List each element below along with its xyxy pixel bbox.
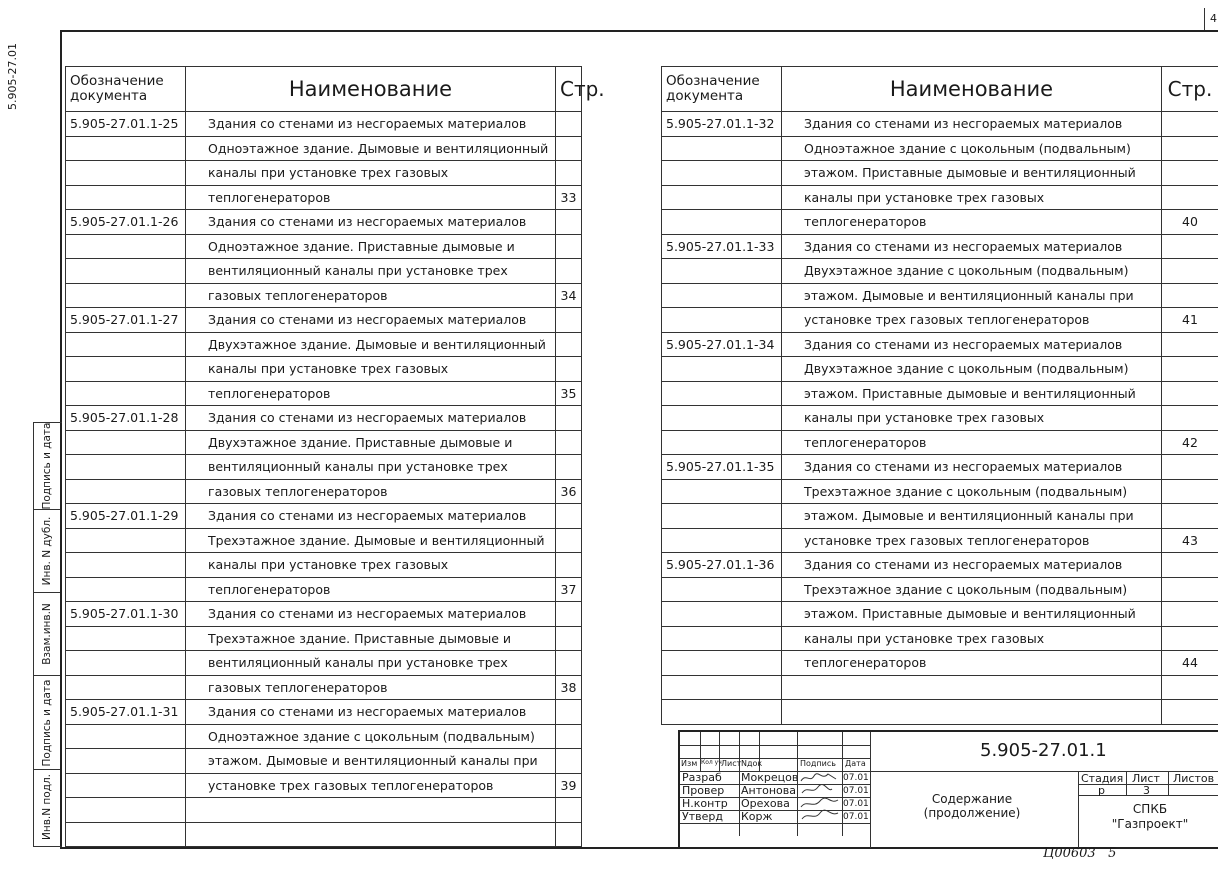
row-code [66,553,186,578]
row-code [66,161,186,186]
table-row [662,406,1218,431]
row-code [662,430,782,455]
row-page [556,749,582,774]
table-row [662,455,1218,480]
tb-org: СПКБ "Газпроект" [1111,802,1189,831]
tb-role: Утверд [682,810,723,823]
row-name: теплогенераторов [186,381,556,406]
tb-role: Провер [682,784,725,797]
sheet-number [1204,8,1217,30]
table-row [66,381,582,406]
row-page [556,161,582,186]
left-contents-table [65,66,605,847]
tb-col-koluch: Кол уч [701,759,722,766]
table-row [662,675,1218,700]
table-row [66,332,582,357]
row-name: установке трех газовых теплогенераторов [782,528,1162,553]
side-cell-sign-date [34,676,60,770]
row-name: газовых теплогенераторов [186,675,556,700]
row-page: 41 [1162,308,1218,333]
row-page [1162,259,1218,284]
table-row [66,234,582,259]
table-row [662,504,1218,529]
row-code [662,479,782,504]
table-row [66,185,582,210]
row-page [1162,455,1218,480]
row-name: Одноэтажное здание с цокольным (подвальным) [186,724,556,749]
row-name: Здания со стенами из несгораемых материалов [186,602,556,627]
row-code [662,357,782,382]
sheet-number-text: 4 [1210,12,1217,25]
side-stamp-strip [33,422,62,847]
row-code [662,259,782,284]
tb-sheet-title: Содержание (продолжение) [923,792,1021,820]
side-label: Подпись и дата [41,679,53,766]
row-page [556,724,582,749]
row-page [556,602,582,627]
row-name: этажом. Приставные дымовые и вентиляционный [782,161,1162,186]
row-code [662,700,782,725]
tb-date: 07.01 [843,799,869,809]
table-row [662,136,1218,161]
left-table-header [66,67,582,112]
row-code [66,357,186,382]
row-name: вентиляционный каналы при установке трех [186,651,556,676]
table-row [66,602,582,627]
table-row [662,332,1218,357]
row-page [1162,381,1218,406]
row-page [1162,626,1218,651]
header-name: Наименование [186,67,556,112]
row-name: Трехэтажное здание с цокольным (подвальным) [782,577,1162,602]
row-code [66,259,186,284]
row-name: этажом. Приставные дымовые и вентиляционный [782,381,1162,406]
row-code [662,136,782,161]
table-row [66,210,582,235]
row-code [66,528,186,553]
table-row [662,553,1218,578]
row-page [556,528,582,553]
row-name: каналы при установке трех газовых [186,357,556,382]
tb-col-list: Лист [721,759,742,768]
row-code [662,626,782,651]
table-row [662,185,1218,210]
table-row [66,626,582,651]
tb-stage-label: Стадия [1081,772,1124,785]
row-name: вентиляционный каналы при установке трех [186,259,556,284]
row-page [1162,357,1218,382]
table-row [662,112,1218,137]
row-name: установке трех газовых теплогенераторов [186,773,556,798]
right-contents-table [661,66,1218,725]
row-code [66,773,186,798]
row-page: 43 [1162,528,1218,553]
row-page [556,626,582,651]
table-row [662,602,1218,627]
table-row [66,259,582,284]
row-name: Одноэтажное здание с цокольным (подвальным) [782,136,1162,161]
row-code: 5.905-27.01.1-32 [662,112,782,137]
side-cell-inv-dubl-sign [34,423,60,510]
row-code [662,381,782,406]
footer-note: Ц00603 5 [1043,846,1117,861]
row-page [1162,234,1218,259]
table-row [662,357,1218,382]
row-name: Двухэтажное здание. Приставные дымовые и [186,430,556,455]
tb-sheet-label: Лист [1132,772,1160,785]
row-name: Здания со стенами из несгораемых материалов [782,553,1162,578]
table-row [662,577,1218,602]
row-page: 38 [556,675,582,700]
table-row [66,455,582,480]
row-code [66,577,186,602]
row-page: 35 [556,381,582,406]
table-row [662,430,1218,455]
row-name: Здания со стенами из несгораемых материалов [782,112,1162,137]
row-name: каналы при установке трех газовых [782,185,1162,210]
row-page: 34 [556,283,582,308]
table-row [66,308,582,333]
side-code: 5.905-27.01 [6,43,19,110]
row-code: 5.905-27.01.1-29 [66,504,186,529]
row-code [662,528,782,553]
row-code [66,234,186,259]
row-page [556,259,582,284]
table-row [662,234,1218,259]
row-page [556,651,582,676]
row-code [66,185,186,210]
row-name: каналы при установке трех газовых [782,626,1162,651]
tb-person: Орехова [741,797,790,810]
tb-col-podpis: Подпись [800,759,836,768]
row-name: этажом. Дымовые и вентиляционный каналы при [186,749,556,774]
table-row [662,381,1218,406]
row-page [556,357,582,382]
side-cell-vzam [34,593,60,676]
table-row [66,161,582,186]
row-code: 5.905-27.01.1-31 [66,700,186,725]
header-page: Стр. [1162,67,1218,112]
row-page [1162,161,1218,186]
table-row [66,724,582,749]
row-name: Здания со стенами из несгораемых материалов [186,112,556,137]
row-code: 5.905-27.01.1-26 [66,210,186,235]
tb-person: Корж [741,810,773,823]
row-name: теплогенераторов [782,651,1162,676]
tb-doc-code: 5.905-27.01.1 [980,740,1107,761]
row-name: каналы при установке трех газовых [186,161,556,186]
tb-role: Н.контр [682,797,728,810]
signatures-image [798,771,842,823]
side-label: Подпись и дата [41,422,53,510]
table-row [66,112,582,137]
row-name: каналы при установке трех газовых [186,553,556,578]
row-page [556,798,582,823]
row-name [782,700,1162,725]
row-page [556,553,582,578]
table-row [662,161,1218,186]
row-name: Здания со стенами из несгораемых материалов [186,308,556,333]
row-code [66,136,186,161]
row-name [186,798,556,823]
row-page [556,136,582,161]
table-row [66,136,582,161]
row-code: 5.905-27.01.1-35 [662,455,782,480]
row-page: 36 [556,479,582,504]
table-row [66,577,582,602]
row-name: этажом. Дымовые и вентиляционный каналы при [782,504,1162,529]
row-name: теплогенераторов [186,185,556,210]
row-name: Здания со стенами из несгораемых материалов [186,700,556,725]
header-code: Обозначение документа [66,67,186,112]
side-label: Взам.инв.N [41,603,53,665]
row-code [662,406,782,431]
tb-sheets-label: Листов [1173,772,1215,785]
row-code [66,798,186,823]
header-name: Наименование [782,67,1162,112]
table-row [66,479,582,504]
row-page [556,455,582,480]
table-row [662,479,1218,504]
row-name: Трехэтажное здание. Приставные дымовые и [186,626,556,651]
table-row [66,528,582,553]
row-page [556,700,582,725]
row-page [556,112,582,137]
tb-date: 07.01 [843,786,869,796]
row-name: вентиляционный каналы при установке трех [186,455,556,480]
row-name [186,822,556,847]
row-page [1162,602,1218,627]
row-code [66,455,186,480]
row-page [1162,112,1218,137]
table-row [662,700,1218,725]
row-page [1162,406,1218,431]
header-code: Обозначение документа [662,67,782,112]
tb-person: Мокрецов [741,771,799,784]
tb-col-data: Дата [845,759,866,768]
tb-col-ndok: Nдок [741,759,763,768]
row-code: 5.905-27.01.1-28 [66,406,186,431]
row-page: 42 [1162,430,1218,455]
side-label: Инв. N дубл. [41,516,53,586]
row-page [556,504,582,529]
row-page [556,234,582,259]
row-code [662,161,782,186]
row-name: Здания со стенами из несгораемых материалов [782,455,1162,480]
row-code [66,381,186,406]
tb-sheet: 3 [1143,784,1150,797]
row-page [1162,332,1218,357]
row-page [1162,553,1218,578]
row-code [66,651,186,676]
row-page: 33 [556,185,582,210]
row-name: этажом. Дымовые и вентиляционный каналы при [782,283,1162,308]
row-name: каналы при установке трех газовых [782,406,1162,431]
row-code [66,749,186,774]
side-cell-inv-dubl [34,510,60,593]
table-row [66,283,582,308]
row-name: Здания со стенами из несгораемых материалов [186,406,556,431]
table-row [66,749,582,774]
row-page [1162,185,1218,210]
row-name: Двухэтажное здание с цокольным (подвальным) [782,357,1162,382]
row-page [556,430,582,455]
row-name: Здания со стенами из несгораемых материалов [782,234,1162,259]
row-name: теплогенераторов [782,430,1162,455]
row-page [556,822,582,847]
table-row [66,357,582,382]
row-code: 5.905-27.01.1-34 [662,332,782,357]
row-name: газовых теплогенераторов [186,479,556,504]
row-page [1162,577,1218,602]
row-name: газовых теплогенераторов [186,283,556,308]
table-row [66,675,582,700]
row-name: Здания со стенами из несгораемых материалов [186,504,556,529]
row-code [662,185,782,210]
right-table-header [662,67,1218,112]
table-row [662,259,1218,284]
table-row [66,822,582,847]
tb-role: Разраб [682,771,722,784]
row-code [662,602,782,627]
row-page: 37 [556,577,582,602]
row-page [556,210,582,235]
row-code: 5.905-27.01.1-36 [662,553,782,578]
tb-date: 07.01 [843,773,869,783]
row-page [1162,283,1218,308]
row-code [66,822,186,847]
row-code [66,675,186,700]
row-code: 5.905-27.01.1-25 [66,112,186,137]
table-row [66,700,582,725]
row-code [66,332,186,357]
row-name: установке трех газовых теплогенераторов [782,308,1162,333]
row-code [662,210,782,235]
row-code [662,308,782,333]
row-name: теплогенераторов [186,577,556,602]
row-page [1162,504,1218,529]
row-page: 39 [556,773,582,798]
tb-date: 07.01 [843,812,869,822]
row-code [662,577,782,602]
row-name: Здания со стенами из несгораемых материалов [186,210,556,235]
table-row [66,798,582,823]
row-code [662,651,782,676]
table-row [662,308,1218,333]
row-code: 5.905-27.01.1-30 [66,602,186,627]
table-row [66,406,582,431]
row-name: этажом. Приставные дымовые и вентиляционный [782,602,1162,627]
table-row [662,210,1218,235]
row-name: Одноэтажное здание. Приставные дымовые и [186,234,556,259]
tb-col-izm: Изм [681,759,698,768]
table-row [66,430,582,455]
row-code [662,283,782,308]
table-row [662,651,1218,676]
table-row [662,626,1218,651]
table-row [66,553,582,578]
table-row [66,773,582,798]
row-page: 40 [1162,210,1218,235]
tb-stage: р [1098,784,1105,797]
row-name [782,675,1162,700]
tb-person: Антонова [741,784,796,797]
row-code [66,283,186,308]
row-name: теплогенераторов [782,210,1162,235]
row-name: Трехэтажное здание с цокольным (подвальным) [782,479,1162,504]
table-row [66,504,582,529]
side-cell-inv-podl [34,770,60,844]
row-page: 44 [1162,651,1218,676]
row-name: Трехэтажное здание. Дымовые и вентиляционный [186,528,556,553]
row-code [66,626,186,651]
table-row [66,651,582,676]
row-code [662,504,782,529]
row-page [1162,700,1218,725]
table-row [662,528,1218,553]
title-block [678,730,1218,848]
row-page [556,332,582,357]
row-page [556,308,582,333]
header-page: Стр. [556,67,582,112]
row-name: Здания со стенами из несгораемых материалов [782,332,1162,357]
row-code [66,430,186,455]
row-name: Двухэтажное здание. Дымовые и вентиляционный [186,332,556,357]
row-code: 5.905-27.01.1-33 [662,234,782,259]
row-code [662,675,782,700]
row-page [1162,675,1218,700]
row-code: 5.905-27.01.1-27 [66,308,186,333]
table-row [662,283,1218,308]
row-page [556,406,582,431]
row-page [1162,479,1218,504]
side-label: Инв.N подл. [41,773,53,841]
row-page [1162,136,1218,161]
row-code [66,724,186,749]
row-code [66,479,186,504]
row-name: Двухэтажное здание с цокольным (подвальным) [782,259,1162,284]
row-name: Одноэтажное здание. Дымовые и вентиляционный [186,136,556,161]
